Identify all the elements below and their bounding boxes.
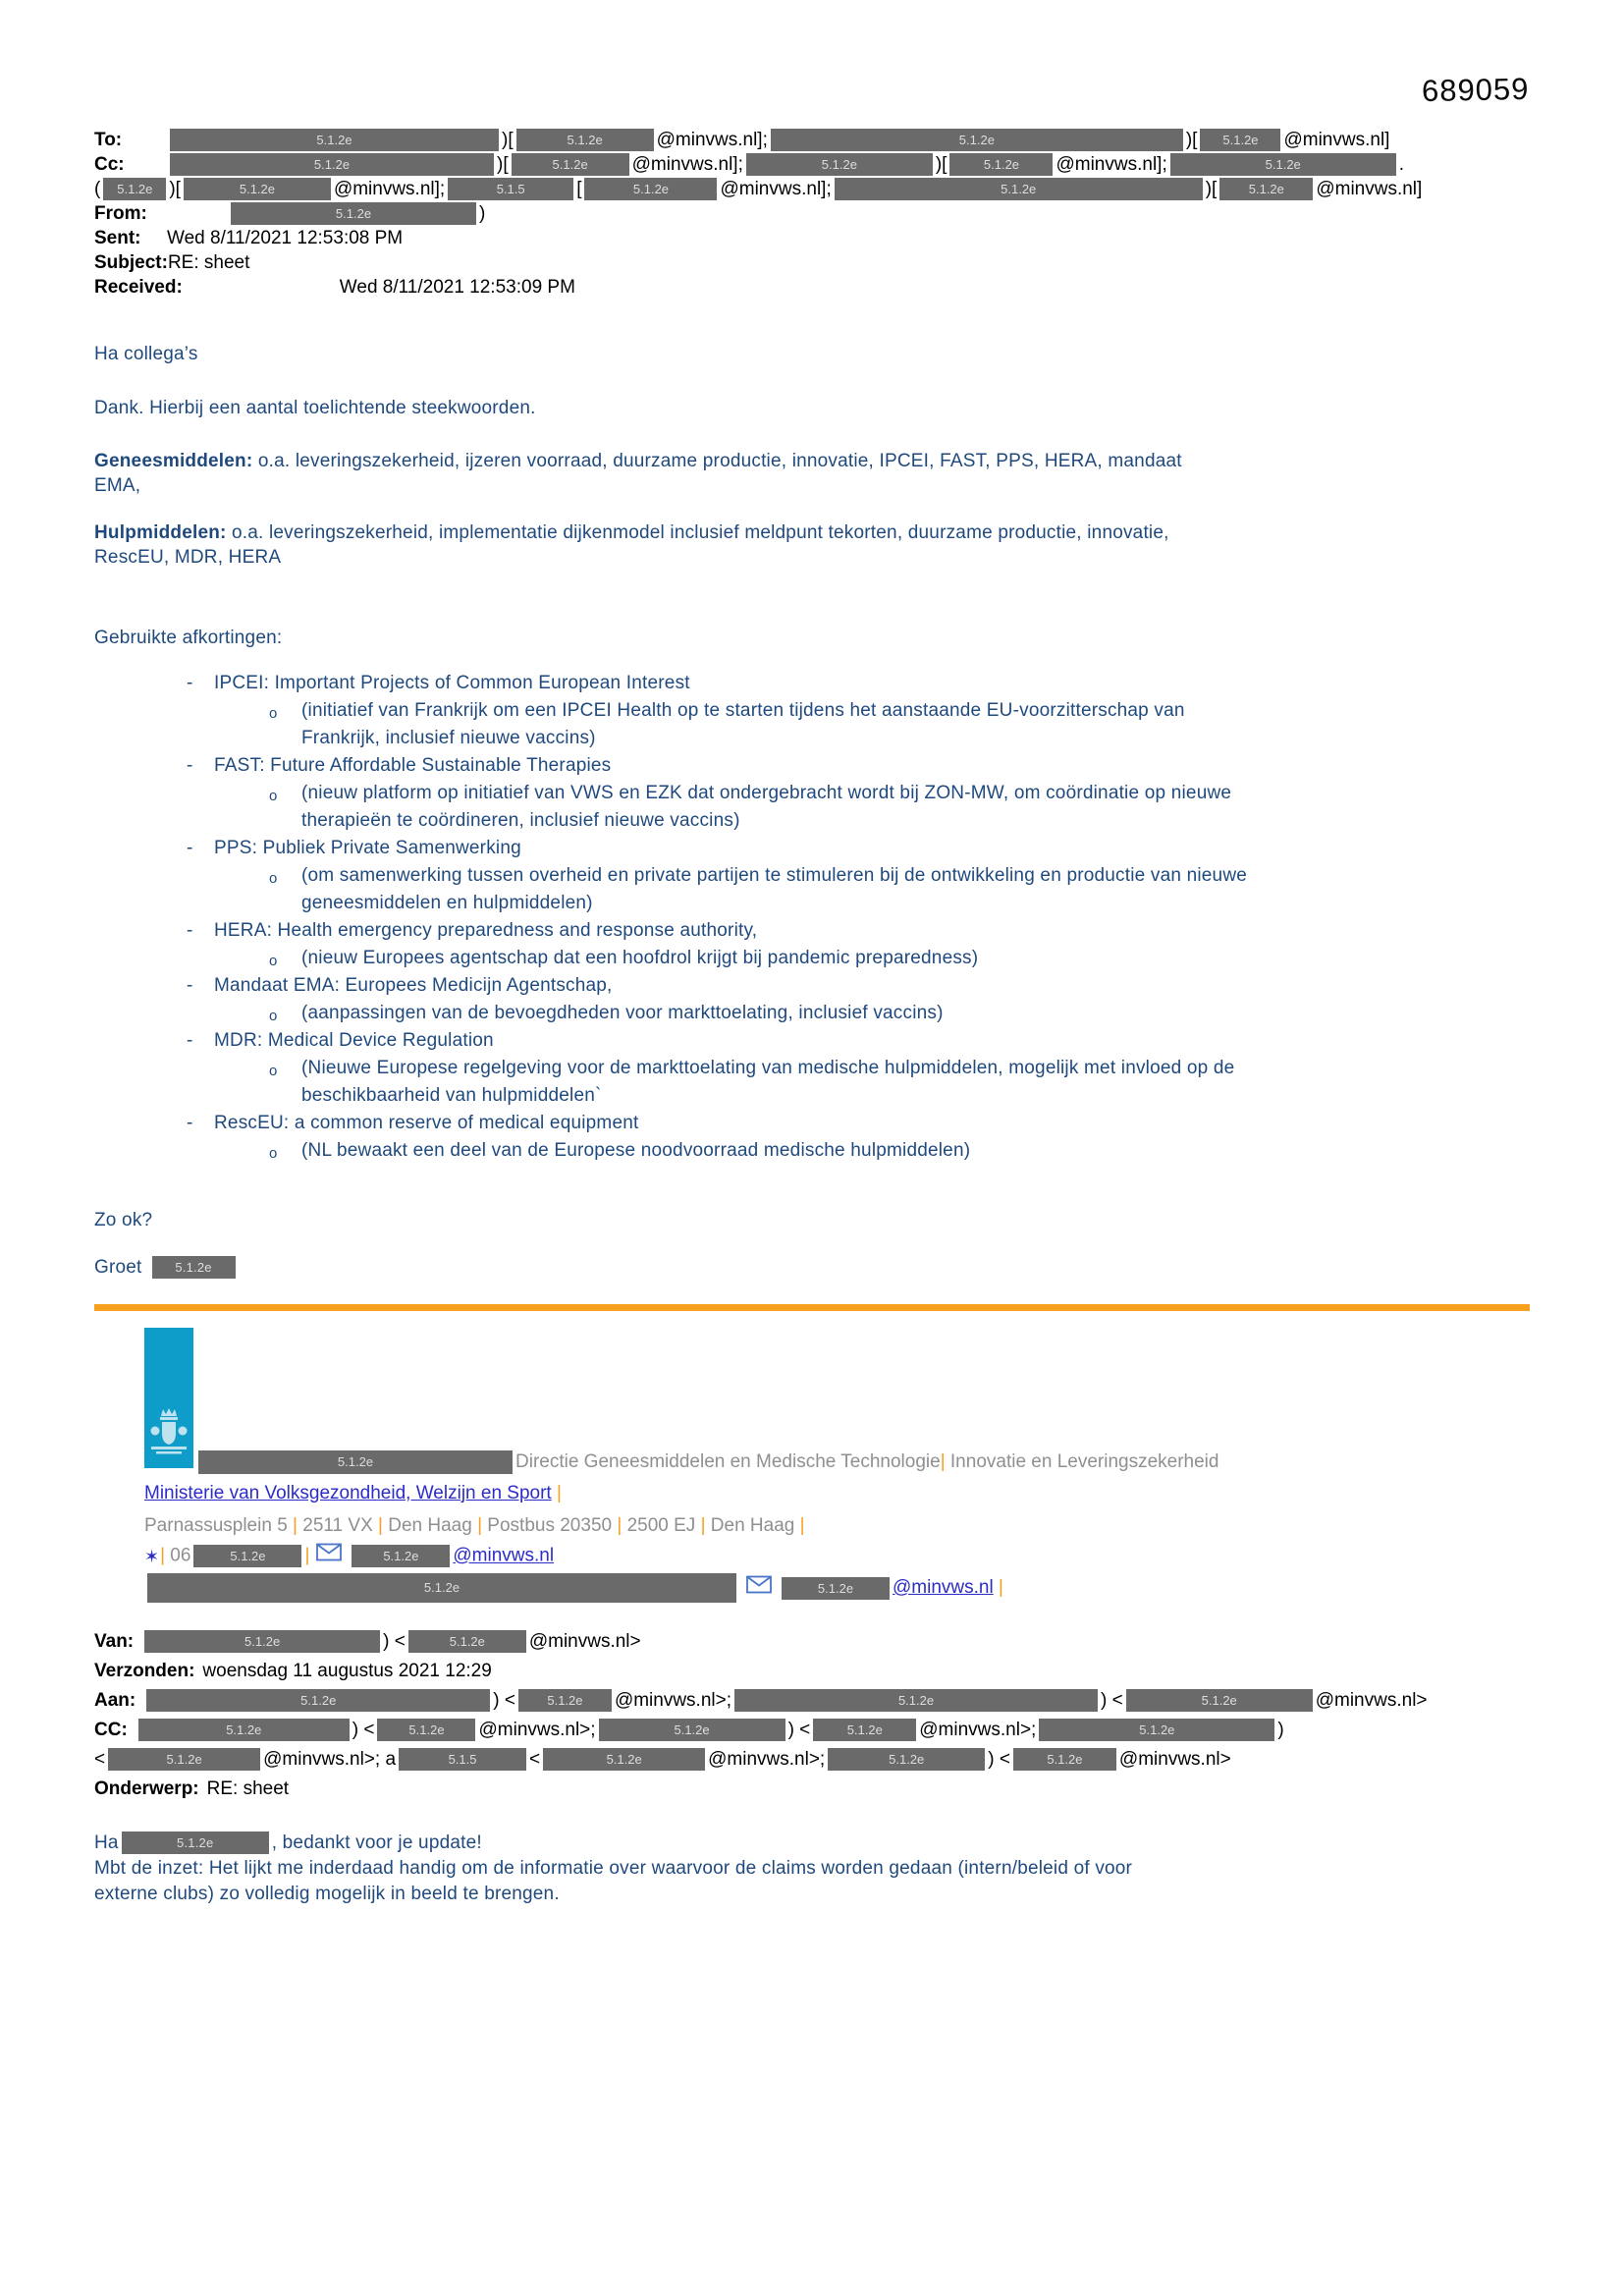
- document-number: 689059: [1421, 71, 1530, 109]
- aids-line-cont: RescEU, MDR, HERA: [94, 547, 282, 568]
- definition-line: Frankrijk, inclusief nieuwe vaccins): [301, 728, 596, 748]
- subject-row-label: Subject:: [94, 252, 168, 273]
- redaction-block: 5.1.2e: [408, 1630, 526, 1653]
- redaction-block: 5.1.2e: [193, 1545, 301, 1567]
- text-segment: .: [1398, 154, 1404, 175]
- onderwerp-row-label: Onderwerp:: [94, 1778, 199, 1799]
- definition-line: geneesmiddelen en hulpmiddelen): [301, 893, 593, 913]
- redaction-block: 5.1.2e: [771, 129, 1183, 151]
- from-row: [94, 201, 1422, 226]
- abbreviation-term: [94, 972, 1247, 1000]
- text-segment: ) <: [787, 1720, 811, 1740]
- redaction-block: 5.1.5: [399, 1748, 526, 1771]
- signature-text: Innovatie en Leveringszekerheid: [945, 1451, 1219, 1472]
- cc-continuation-row: [94, 177, 1422, 201]
- sub-bullet-marker: o: [269, 1063, 278, 1079]
- redaction-block: 5.1.2e: [835, 178, 1203, 200]
- cc-continuation-row: [94, 1745, 1428, 1775]
- email1-body: [94, 342, 1247, 1280]
- redaction-block: 5.1.2e: [516, 129, 654, 151]
- term-text: HERA: Health emergency preparedness and response authority,: [214, 920, 758, 941]
- redaction-block: 5.1.2e: [103, 178, 166, 200]
- text-segment: ) <: [352, 1720, 375, 1740]
- redaction-block: 5.1.2e: [122, 1831, 269, 1854]
- redaction-block: 5.1.2e: [1219, 178, 1313, 200]
- abbreviation-term: [94, 1027, 1247, 1055]
- text-segment: )[: [497, 154, 509, 175]
- aan-row-label: Aan:: [94, 1690, 136, 1711]
- signoff-line: [94, 1255, 1247, 1280]
- separator-pipe: |: [477, 1515, 483, 1536]
- definition-lines: [301, 862, 1247, 917]
- definition-line: beschikbaarheid van hulpmiddelen`: [301, 1085, 602, 1106]
- phone-icon: ✶: [144, 1546, 160, 1566]
- thanks-line: Dank. Hierbij een aantal toelichtende steekwoorden.: [94, 398, 536, 418]
- redaction-block: 5.1.2e: [1039, 1719, 1274, 1741]
- separator-pipe: |: [160, 1545, 166, 1566]
- text-segment: @minvws.nl>;: [708, 1749, 826, 1770]
- signature-text: Postbus 20350: [482, 1515, 618, 1536]
- email2-text-line-cont: externe clubs) zo volledig mogelijk in beeld te brengen.: [94, 1884, 560, 1904]
- text-segment: , bedankt voor je update!: [271, 1832, 482, 1853]
- verzonden-row-label: Verzonden:: [94, 1661, 195, 1681]
- signature-text: 2511 VX: [297, 1515, 379, 1536]
- text-segment: woensdag 11 augustus 2021 12:29: [202, 1661, 492, 1681]
- sig-address-row: [144, 1513, 805, 1539]
- separator-pipe: |: [993, 1577, 1003, 1599]
- text-segment: ) <: [383, 1631, 406, 1652]
- received-row-label: Received:: [94, 277, 183, 298]
- redaction-block: 5.1.2e: [746, 153, 933, 176]
- redaction-block: 5.1.2e: [377, 1719, 475, 1741]
- email2-text-line: Mbt de inzet: Het lijkt me inderdaad handig om de informatie over waarvoor de claims worden gedaan (intern/beleid of voor: [94, 1858, 1133, 1879]
- bullet-dash: -: [187, 975, 193, 996]
- bullet-dash: -: [187, 920, 193, 941]
- text-segment: @minvws.nl>;: [614, 1690, 732, 1711]
- text-segment: @minvws.nl];: [631, 154, 743, 175]
- abbreviation-item: [94, 972, 1247, 1027]
- received-row: [94, 275, 1422, 300]
- greeting-line: Ha collega’s: [94, 344, 198, 364]
- sub-bullet-marker: o: [269, 705, 278, 722]
- text-segment: Wed 8/11/2021 12:53:08 PM: [167, 228, 404, 248]
- abbreviations-title: Gebruikte afkortingen:: [94, 628, 283, 648]
- text-segment: @minvws.nl>;: [919, 1720, 1037, 1740]
- signature-block: [144, 1326, 1558, 1630]
- text-segment: @minvws.nl>: [528, 1631, 641, 1652]
- verzonden-row: [94, 1657, 1428, 1686]
- redaction-block: 5.1.2e: [828, 1748, 985, 1771]
- definition-line: (nieuw platform op initiatief van VWS en EZK dat ondergebracht wordt bij ZON-MW, om coördinatie op nieuwe: [301, 783, 1232, 803]
- bullet-dash: -: [187, 673, 193, 693]
- text-segment: )[: [935, 154, 947, 175]
- text-segment: @minvws.nl>: [1118, 1749, 1231, 1770]
- greeting-row: [94, 1831, 1132, 1856]
- envelope-icon: [746, 1575, 772, 1602]
- abbreviation-definition: [94, 1137, 1247, 1165]
- abbreviation-definition: [94, 780, 1247, 835]
- text-segment: Wed 8/11/2021 12:53:09 PM: [339, 277, 575, 298]
- text-segment: RE: sheet: [206, 1778, 290, 1799]
- abbreviation-term: [94, 670, 1247, 697]
- text-segment: ) <: [493, 1690, 515, 1711]
- separator-pipe: |: [378, 1515, 383, 1536]
- separator-pipe: |: [293, 1515, 298, 1536]
- text-segment: RE: sheet: [167, 252, 250, 273]
- text-segment: )[: [1185, 130, 1198, 150]
- redaction-block: 5.1.2e: [170, 153, 494, 176]
- redaction-block: 5.1.2e: [543, 1748, 705, 1771]
- separator-pipe: |: [551, 1483, 562, 1503]
- signature-text: 2500 EJ: [622, 1515, 701, 1536]
- definition-lines: [301, 1137, 1247, 1165]
- definition-lines: [301, 945, 1247, 972]
- redaction-block: 5.1.2e: [144, 1630, 380, 1653]
- sub-bullet-marker: o: [269, 1145, 278, 1162]
- abbreviation-definition: [94, 697, 1247, 752]
- text-segment: @minvws.nl>; a: [263, 1749, 397, 1770]
- signature-text: 06: [165, 1545, 191, 1566]
- aids-text: o.a. leveringszekerheid, implementatie dijkenmodel inclusief meldpunt tekorten, duurzame productie, innovatie,: [226, 522, 1169, 543]
- text-segment: Ha: [94, 1832, 119, 1853]
- redaction-block: 5.1.2e: [198, 1450, 513, 1474]
- text-segment: @minvws.nl]: [1316, 179, 1423, 199]
- cc-row: [94, 1716, 1428, 1745]
- abbreviation-item: [94, 835, 1247, 917]
- redaction-block: 5.1.2e: [734, 1689, 1098, 1712]
- abbreviation-item: [94, 917, 1247, 972]
- text-segment: ): [1277, 1720, 1284, 1740]
- medicines-lead: Geneesmiddelen:: [94, 451, 253, 471]
- redaction-block: 5.1.2e: [1170, 153, 1396, 176]
- text-segment: (: [94, 179, 101, 199]
- email2-greeting: [94, 1831, 1132, 1856]
- redaction-block: 5.1.2e: [1126, 1689, 1313, 1712]
- separator-pipe: |: [304, 1545, 310, 1566]
- definition-line: (om samenwerking tussen overheid en private partijen te stimuleren bij de ontwikkeling en productie van nieuwe: [301, 865, 1248, 886]
- aids-line: [94, 520, 1247, 545]
- separator-pipe: |: [799, 1515, 805, 1536]
- abbreviation-definition: [94, 1055, 1247, 1110]
- redaction-block: 5.1.2e: [782, 1577, 890, 1600]
- aids-lead: Hulpmiddelen:: [94, 522, 227, 543]
- text-segment: ) <: [988, 1749, 1010, 1770]
- abbreviation-term: [94, 917, 1247, 945]
- text-segment: @minvws.nl];: [1056, 154, 1167, 175]
- text-segment: ): [479, 203, 486, 224]
- redaction-block: 5.1.2e: [352, 1545, 450, 1567]
- abbreviation-term: [94, 752, 1247, 780]
- text-segment: @minvws.nl];: [333, 179, 446, 199]
- term-text: Mandaat EMA: Europees Medicijn Agentschap,: [214, 975, 613, 996]
- cc-row-label: Cc:: [94, 154, 125, 175]
- definition-line: (NL bewaakt een deel van de Europese noodvoorraad medische hulpmiddelen): [301, 1140, 971, 1161]
- text-segment: <: [94, 1749, 106, 1770]
- abbreviation-item: [94, 752, 1247, 835]
- signature-text: Den Haag: [705, 1515, 800, 1536]
- to-row: [94, 128, 1422, 152]
- text-segment: @minvws.nl>: [1315, 1690, 1428, 1711]
- redaction-block: 5.1.2e: [512, 153, 629, 176]
- spacer: [183, 287, 340, 288]
- redaction-block: 5.1.2e: [146, 1689, 490, 1712]
- sig-email-row: [144, 1573, 1003, 1603]
- cc-row-label: CC:: [94, 1720, 128, 1740]
- signature-text: Den Haag: [382, 1515, 478, 1536]
- term-text: RescEU: a common reserve of medical equipment: [214, 1113, 639, 1133]
- onderwerp-row: [94, 1775, 1428, 1804]
- text-segment: @minvws.nl];: [656, 130, 768, 150]
- separator-pipe: |: [700, 1515, 706, 1536]
- sub-bullet-marker: o: [269, 788, 278, 804]
- separator-pipe: |: [617, 1515, 623, 1536]
- separator-pipe: |: [940, 1451, 946, 1472]
- term-text: IPCEI: Important Projects of Common European Interest: [214, 673, 690, 693]
- bullet-dash: -: [187, 838, 193, 858]
- orange-divider: [94, 1304, 1530, 1311]
- email2-header: [94, 1627, 1428, 1804]
- text-segment: )[: [169, 179, 181, 199]
- text-segment: @minvws.nl]: [1283, 130, 1390, 150]
- sig-unit-row: [195, 1449, 1218, 1475]
- term-text: PPS: Publiek Private Samenwerking: [214, 838, 521, 858]
- coat-of-arms-icon: [148, 1406, 189, 1463]
- spacer: [167, 213, 228, 214]
- definition-lines: [301, 1000, 1247, 1027]
- email1-header: [94, 128, 1422, 300]
- text-segment: @minvws.nl];: [720, 179, 832, 199]
- text-segment: )[: [1205, 179, 1218, 199]
- abbreviation-item: [94, 670, 1247, 752]
- text-segment: [: [576, 179, 582, 199]
- redaction-block: 5.1.2e: [813, 1719, 916, 1741]
- closing-question: Zo ok?: [94, 1210, 153, 1230]
- redaction-block: 5.1.2e: [170, 129, 499, 151]
- medicines-line-cont: EMA,: [94, 475, 141, 496]
- van-row-label: Van:: [94, 1631, 135, 1652]
- bullet-dash: -: [187, 1030, 193, 1051]
- envelope-icon: [316, 1543, 342, 1569]
- definition-lines: [301, 697, 1247, 752]
- sent-row: [94, 226, 1422, 250]
- email2-body: [94, 1831, 1132, 1907]
- definition-line: (Nieuwe Europese regelgeving voor de markttoelating van medische hulpmiddelen, mogelijk met invloed op de: [301, 1058, 1235, 1078]
- redaction-block: 5.1.2e: [147, 1573, 736, 1603]
- text-segment: <: [529, 1749, 541, 1770]
- abbreviation-definition: [94, 945, 1247, 972]
- bullet-dash: -: [187, 1113, 193, 1133]
- text-segment: @minvws.nl>;: [478, 1720, 596, 1740]
- sent-row-label: Sent:: [94, 228, 141, 248]
- abbreviations-list: [94, 670, 1247, 1165]
- redaction-block: 5.1.2e: [108, 1748, 260, 1771]
- redaction-block: 5.1.2e: [184, 178, 331, 200]
- sub-bullet-marker: o: [269, 870, 278, 887]
- redaction-block: 5.1.2e: [152, 1256, 236, 1279]
- term-text: FAST: Future Affordable Sustainable Therapies: [214, 755, 612, 776]
- text-segment: )[: [502, 130, 514, 150]
- bullet-dash: -: [187, 755, 193, 776]
- redaction-block: 5.1.2e: [599, 1719, 785, 1741]
- abbreviation-term: [94, 1110, 1247, 1137]
- from-row-label: From:: [94, 203, 147, 224]
- abbreviation-term: [94, 835, 1247, 862]
- redaction-block: 5.1.2e: [949, 153, 1053, 176]
- text-segment: ) <: [1101, 1690, 1123, 1711]
- email-link[interactable]: @minvws.nl: [453, 1545, 555, 1566]
- medicines-text: o.a. leveringszekerheid, ijzeren voorraad, duurzame productie, innovatie, IPCEI, FAST, PPS, HERA, mandaat: [252, 451, 1182, 471]
- signature-text: Directie Geneesmiddelen en Medische Technologie: [515, 1451, 941, 1472]
- email-link[interactable]: Ministerie van Volksgezondheid, Welzijn en Sport: [144, 1483, 552, 1503]
- sig-phone-row: [144, 1543, 554, 1569]
- definition-line: (nieuw Europees agentschap dat een hoofdrol krijgt bij pandemic preparedness): [301, 948, 979, 968]
- definition-lines: [301, 780, 1247, 835]
- signoff-text: Groet: [94, 1257, 142, 1278]
- signature-text: Parnassusplein 5: [144, 1515, 294, 1536]
- redaction-block: 5.1.2e: [1200, 129, 1280, 151]
- redaction-block: 5.1.5: [448, 178, 573, 200]
- definition-line: (initiatief van Frankrijk om een IPCEI Health op te starten tijdens het aanstaande EU-voorzitterschap van: [301, 700, 1185, 721]
- abbreviation-item: [94, 1027, 1247, 1110]
- cc-row: [94, 152, 1422, 177]
- sig-ministry-row: [144, 1481, 562, 1506]
- redaction-block: 5.1.2e: [231, 202, 476, 225]
- medicines-line: [94, 449, 1247, 473]
- redaction-block: 5.1.2e: [1013, 1748, 1116, 1771]
- subject-row: [94, 250, 1422, 275]
- aan-row: [94, 1686, 1428, 1716]
- redaction-block: 5.1.2e: [138, 1719, 350, 1741]
- definition-line: therapieën te coördineren, inclusief nieuwe vaccins): [301, 810, 740, 831]
- redaction-block: 5.1.2e: [518, 1689, 612, 1712]
- sub-bullet-marker: o: [269, 953, 278, 969]
- abbreviation-item: [94, 1110, 1247, 1165]
- abbreviation-definition: [94, 862, 1247, 917]
- sub-bullet-marker: o: [269, 1008, 278, 1024]
- abbreviation-definition: [94, 1000, 1247, 1027]
- van-row: [94, 1627, 1428, 1657]
- redaction-block: 5.1.2e: [584, 178, 717, 200]
- definition-line: (aanpassingen van de bevoegdheden voor markttoelating, inclusief vaccins): [301, 1003, 944, 1023]
- email-link[interactable]: @minvws.nl: [893, 1577, 994, 1599]
- rijksoverheid-logo: [144, 1328, 193, 1468]
- to-row-label: To:: [94, 130, 123, 150]
- definition-lines: [301, 1055, 1247, 1110]
- term-text: MDR: Medical Device Regulation: [214, 1030, 494, 1051]
